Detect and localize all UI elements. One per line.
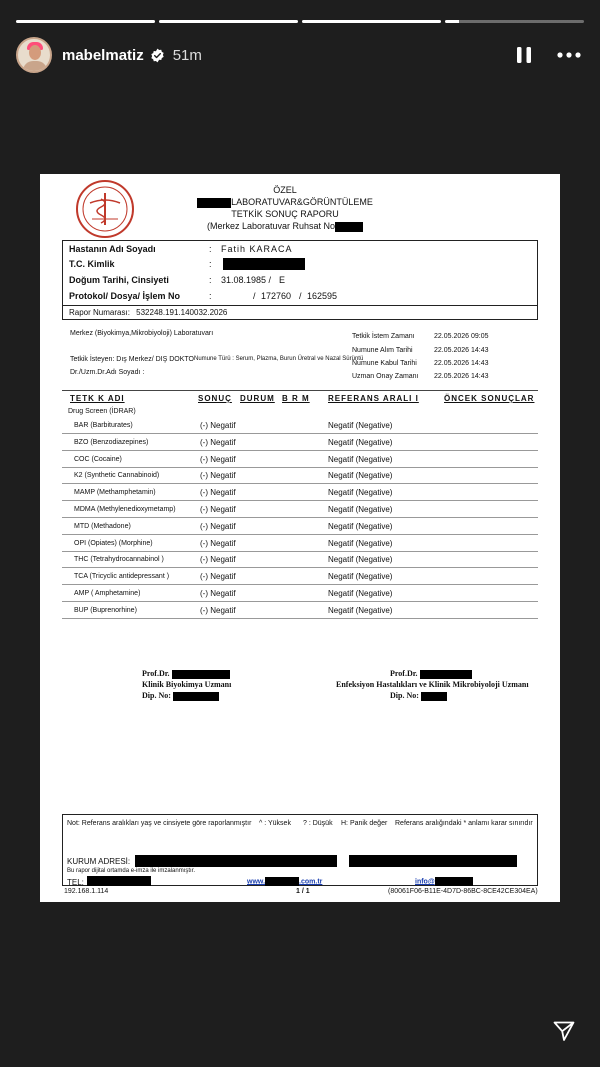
- reference-range: Negatif (Negative): [328, 471, 393, 481]
- result: (-) Negatif: [200, 572, 236, 582]
- reference-range: Negatif (Negative): [328, 421, 393, 430]
- reference-range: Negatif (Negative): [328, 505, 393, 514]
- table-row: [62, 435, 538, 451]
- signature-right: Prof.Dr. Enfeksiyon Hastalıkları ve Klinik Mikrobiyoloji Uzmanı Dip. No:: [336, 669, 529, 700]
- test-name: MTD (Methadone): [74, 522, 131, 530]
- result: (-) Negatif: [200, 538, 236, 548]
- col-test-name: TETK K ADI: [70, 394, 125, 403]
- progress-segment: [16, 20, 155, 23]
- lab-report-document: ÖZEL LABORATUVAR&GÖRÜNTÜLEME TETKİK SONUÇ RAPORU (Merkez Laboratuvar Ruhsat No Hastanın Adı Soyadı : Fatih KARACA T.C. Kimlik : Doğum Tarihi, Cinsiyeti : 31.08.1985 / E Protokol/ Dosya/ İşlem No : / 172760 / 162595 Rapor Numarası: 532248.191.140032.2026 Merkez (Biyokimya,Mikrobiyoloji) Laboratuvarı Tetkik İsteyen: Dış Merkez/ DIŞ DOKTO Numune Türü : Serum, Plazma, Burun Üretral ve Nazal Sürüntü Dr./Uzm.Dr.Adı Soyadı : Tetkik İstem Zamanı 22.05.2026 09:05 Numune Alım Tarihi 22.05.2026 14:43 Numune Kabul Tarihi 22.05.2026 14:43 Uzman Onay Zamanı 22.05.2026 14:43 TETK K ADI SONUÇ DURUM B R M REFERANS ARALI I ÖNCEK SONUÇLAR Drug Screen (İDRAR) BAR (Barbiturates) (-) Negatif Negatif (Negative) BZO (Benzodiazepines) (-) Negatif Negatif (Negative) COC (Cocaine) (-) Negatif Negatif (Negative) K2 (Synthetic Cannabinoid) (-) Negatif Negatif (Negative) MAMP (Methamphetamin) (-) Negatif Negatif (Negative) MDMA (Methylenedioxymetamp) (-) Negatif Negatif (Negative) MTD (Methadone) (-) Negatif Negatif (Negative) OPI (Opiates) (Morphine) (-) Negatif Negatif (Negative) THC (Tetrahydrocannabinol ) (-) Negatif Negatif (Negative) TCA (Tricyclic antidepressant ) (-) Negatif Negatif (Negative) AMP ( Amphetamine) (-) Negatif Negatif (Negative) BUP (Buprenorhine) (-) Negatif Negatif (Negative) Prof.Dr. Klinik Biyokimya Uzmanı Dip. No: Prof.Dr. Enfeksiyon Hastalıkları ve Klinik Mikrobiyoloji Uzmanı Dip. No: Not: Referans aralıkları yaş ve cinsiyete göre raporlanmıştır ^ : Yüksek ? : Düşük H: Panik değer Referans aralığındaki * anlamı karar sınırıdır KURUM ADRESİ: Bu rapor dijital ortamda e-imza ile imzalanmıştır. TEL: www. .com.tr info@ 192.168.1.114 1 / 1 (80061F06-B11E-4D7D-86BC-8CE42CE304EA): [40, 174, 560, 902]
- dob-value: 31.08.1985 /: [221, 275, 272, 285]
- col-status: DURUM: [240, 394, 275, 403]
- sex-value: E: [279, 275, 286, 285]
- redacted-tc: [223, 258, 305, 270]
- table-row: [62, 468, 538, 484]
- tel-label: TEL:: [67, 878, 84, 887]
- reference-note: Not: Referans aralıkları yaş ve cinsiyete göre raporlanmıştır: [67, 820, 252, 827]
- table-row: [62, 569, 538, 585]
- username[interactable]: mabelmatiz: [62, 46, 144, 64]
- pause-icon[interactable]: [514, 45, 534, 65]
- reference-range: Negatif (Negative): [328, 538, 393, 548]
- table-row: [62, 603, 538, 619]
- reference-range: Negatif (Negative): [328, 488, 393, 498]
- reference-range: Negatif (Negative): [328, 589, 393, 598]
- table-row: [62, 519, 538, 535]
- table-row: [62, 502, 538, 518]
- email-link[interactable]: info@: [415, 877, 473, 886]
- result: (-) Negatif: [200, 589, 236, 598]
- footer-guid: (80061F06-B11E-4D7D-86BC-8CE42CE304EA): [388, 888, 538, 895]
- address-label: KURUM ADRESİ:: [67, 857, 131, 866]
- ministry-health-logo-icon: [68, 179, 142, 239]
- patient-info-box: Hastanın Adı Soyadı : Fatih KARACA T.C. Kimlik : Doğum Tarihi, Cinsiyeti : 31.08.1985 / E Protokol/ Dosya/ İşlem No : / 172760 / 162595: [62, 240, 538, 306]
- test-name: K2 (Synthetic Cannabinoid): [74, 472, 160, 480]
- result: (-) Negatif: [200, 454, 236, 464]
- col-unit: B R M: [282, 394, 310, 403]
- result: (-) Negatif: [200, 555, 236, 565]
- table-row: [62, 586, 538, 602]
- notes-box: Not: Referans aralıkları yaş ve cinsiyete göre raporlanmıştır ^ : Yüksek ? : Düşük H: Panik değer Referans aralığındaki * anlamı karar sınırıdır KURUM ADRESİ: Bu rapor dijital ortamda e-imza ile imzalanmıştır. TEL: www. .com.tr info@: [62, 814, 538, 886]
- table-row: [62, 552, 538, 568]
- reference-range: Negatif (Negative): [328, 437, 393, 447]
- col-reference: REFERANS ARALI I: [328, 394, 419, 403]
- table-row: [62, 452, 538, 468]
- progress-segment-current: [445, 20, 584, 23]
- report-title: ÖZEL LABORATUVAR&GÖRÜNTÜLEME TETKİK SONUÇ RAPORU (Merkez Laboratuvar Ruhsat No: [160, 184, 410, 232]
- report-number: 532248.191.140032.2026: [136, 308, 228, 317]
- reference-range: Negatif (Negative): [328, 555, 393, 565]
- doctor-label: Dr./Uzm.Dr.Adı Soyadı :: [70, 369, 145, 376]
- verified-badge-icon: [150, 48, 165, 63]
- table-row: [62, 418, 538, 434]
- result: (-) Negatif: [200, 488, 236, 498]
- lab-center: Merkez (Biyokimya,Mikrobiyoloji) Laboratuvarı: [70, 330, 214, 337]
- table-top-rule: [62, 390, 538, 391]
- result: (-) Negatif: [200, 505, 236, 514]
- send-icon[interactable]: [552, 1019, 576, 1043]
- col-result: SONUÇ: [198, 394, 232, 403]
- test-name: COC (Cocaine): [74, 455, 122, 463]
- redacted-tel: [87, 876, 151, 886]
- dob-label: Doğum Tarihi, Cinsiyeti: [69, 275, 169, 285]
- test-group: Drug Screen (İDRAR): [68, 408, 136, 415]
- reference-range: Negatif (Negative): [328, 605, 393, 615]
- result: (-) Negatif: [200, 471, 236, 481]
- story-progress: [16, 20, 584, 23]
- footer-ip: 192.168.1.114: [64, 888, 109, 895]
- avatar[interactable]: [16, 37, 52, 73]
- footer-page: 1 / 1: [296, 888, 310, 895]
- result: (-) Negatif: [200, 421, 236, 430]
- story-header: [16, 36, 582, 74]
- test-name: BUP (Buprenorhine): [74, 606, 137, 614]
- esign-note: Bu rapor dijital ortamda e-imza ile imzalanmıştır.: [67, 868, 196, 874]
- report-number-label: Rapor Numarası:: [69, 308, 130, 317]
- redacted-address-2: [349, 855, 517, 867]
- patient-name-label: Hastanın Adı Soyadı: [69, 244, 156, 254]
- reference-range: Negatif (Negative): [328, 572, 393, 582]
- test-name: BAR (Barbiturates): [74, 422, 133, 429]
- signature-left: Prof.Dr. Klinik Biyokimya Uzmanı Dip. No:: [142, 669, 232, 700]
- table-row: [62, 536, 538, 552]
- protocol-islem: 162595: [307, 291, 338, 301]
- result: (-) Negatif: [200, 605, 236, 615]
- website-link[interactable]: www. .com.tr: [247, 878, 323, 886]
- test-name: MAMP (Methamphetamin): [74, 489, 156, 497]
- test-name: TCA (Tricyclic antidepressant ): [74, 573, 170, 581]
- test-name: BZO (Benzodiazepines): [74, 438, 149, 446]
- col-previous: ÖNCEK SONUÇLAR: [444, 394, 535, 403]
- requester: Tetkik İsteyen: Dış Merkez/ DIŞ DOKTO: [70, 356, 194, 363]
- result: (-) Negatif: [200, 437, 236, 447]
- result: (-) Negatif: [200, 521, 236, 531]
- table-row: [62, 485, 538, 501]
- more-dots-icon[interactable]: [556, 45, 582, 65]
- protocol-label: Protokol/ Dosya/ İşlem No: [69, 291, 181, 301]
- test-name: OPI (Opiates) (Morphine): [74, 539, 153, 547]
- tc-label: T.C. Kimlik: [69, 259, 115, 269]
- post-time: 51m: [172, 46, 202, 64]
- sample-type: Numune Türü : Serum, Plazma, Burun Üretral ve Nazal Sürüntü: [194, 356, 364, 362]
- redacted-address-1: [135, 855, 337, 867]
- test-name: MDMA (Methylenedioxymetamp): [74, 506, 176, 513]
- reference-range: Negatif (Negative): [328, 454, 393, 464]
- reference-range: Negatif (Negative): [328, 521, 393, 531]
- progress-segment: [302, 20, 441, 23]
- progress-segment: [159, 20, 298, 23]
- test-name: AMP ( Amphetamine): [74, 590, 141, 597]
- test-name: THC (Tetrahydrocannabinol ): [74, 556, 164, 564]
- patient-name: Fatih KARACA: [221, 244, 293, 254]
- protocol-dosya: 172760: [261, 291, 292, 301]
- report-number-box: [62, 306, 538, 320]
